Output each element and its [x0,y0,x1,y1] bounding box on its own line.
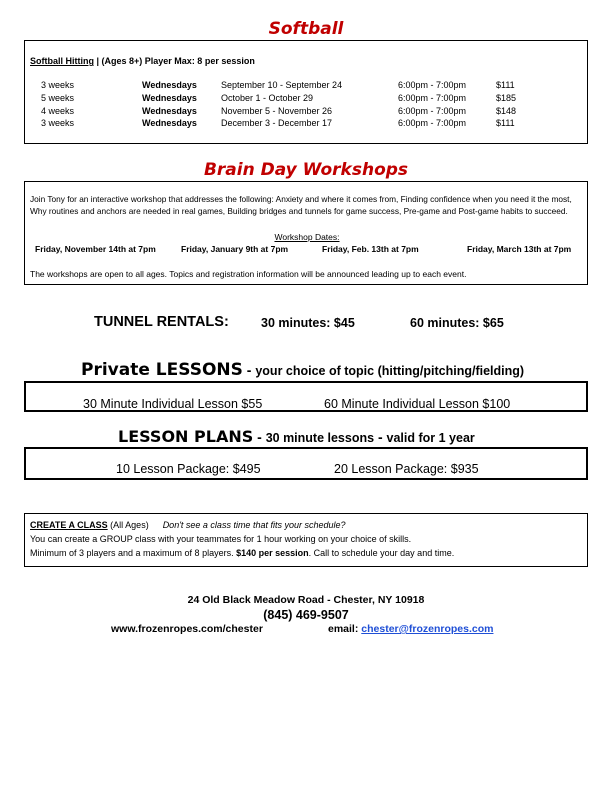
email-link[interactable]: chester@frozenropes.com [361,623,494,635]
plans-option-20: 20 Lesson Package: $935 [334,462,479,476]
softball-title: Softball [268,19,344,39]
row-price: $111 [496,118,515,128]
row-time: 6:00pm - 7:00pm [398,106,467,116]
brain-title: Brain Day Workshops [203,160,409,180]
create-class-line-2 [30,548,454,558]
private-title: Private LESSONS [81,360,243,380]
row-price: $185 [496,93,517,103]
workshop-date: Friday, January 9th at 7pm [181,244,289,254]
email-label: email: [328,623,362,635]
plans-subtitle-1: 30 minute lessons [265,431,375,445]
phone: (845) 469-9507 [263,608,349,622]
softball-box [24,40,588,144]
row-day: Wednesdays [142,118,197,128]
row-price: $148 [496,106,517,116]
row-duration: 5 weeks [41,93,75,103]
address: 24 Old Black Meadow Road - Chester, NY 10918 [187,594,425,606]
row-day: Wednesdays [142,93,197,103]
workshop-date: Friday, March 13th at 7pm [467,244,572,254]
workshop-date: Friday, Feb. 13th at 7pm [322,244,419,254]
workshop-date: Friday, November 14th at 7pm [35,244,156,254]
softball-heading [30,56,255,66]
plans-dash-1: - [253,429,266,445]
row-time: 6:00pm - 7:00pm [398,80,467,90]
plans-dash-2: - [374,429,387,445]
row-time: 6:00pm - 7:00pm [398,93,467,103]
tunnel-label: TUNNEL RENTALS: [94,314,229,330]
row-duration: 3 weeks [41,118,75,128]
row-day: Wednesdays [142,80,197,90]
private-dash: - [242,362,256,378]
row-day: Wednesdays [142,106,197,116]
create-class-label: CREATE A CLASS [30,520,108,530]
brain-footer: The workshops are open to all ages. Topics and registration information will be announced leading up to each event. [30,269,467,279]
tunnel-option-30: 30 minutes: $45 [261,316,355,330]
create-class-minmax: Minimum of 3 players and a maximum of 8 players. [30,548,237,558]
create-class-price: $140 per session [236,548,309,558]
row-duration: 4 weeks [41,106,75,116]
row-time: 6:00pm - 7:00pm [398,118,467,128]
row-dates: September 10 - September 24 [221,80,343,90]
plans-heading [118,427,475,447]
row-price: $111 [496,80,515,90]
private-heading [81,360,524,380]
row-duration: 3 weeks [41,80,75,90]
private-box [24,381,588,412]
create-class-call: . Call to schedule your day and time. [308,548,455,558]
row-dates: October 1 - October 29 [221,93,314,103]
workshop-dates-label: Workshop Dates: [274,232,340,242]
brain-box [24,181,588,285]
row-dates: December 3 - December 17 [221,118,333,128]
plans-subtitle-2: valid for 1 year [386,431,475,445]
brain-description: Join Tony for an interactive workshop that addresses the following: Anxiety and where it comes from, Finding confidence when you need it the most, Why routines and anchors are needed in real games, Building bridges and tunnels for game success, Pre-game and Post-game habits to succeed. [30,194,572,217]
email-line [328,623,493,635]
website-link[interactable]: www.frozenropes.com/chester [111,623,263,635]
create-class-ages: (All Ages) [107,520,149,530]
plans-option-10: 10 Lesson Package: $495 [116,462,261,476]
softball-heading-label: Softball Hitting [30,56,94,66]
row-dates: November 5 - November 26 [221,106,333,116]
create-class-box [24,513,588,567]
softball-heading-rest: | (Ages 8+) Player Max: 8 per session [94,56,255,66]
create-class-line-1: You can create a GROUP class with your teammates for 1 hour working on your choice of skills. [30,534,412,544]
private-option-60: 60 Minute Individual Lesson $100 [324,397,511,411]
private-option-30: 30 Minute Individual Lesson $55 [83,397,263,411]
create-class-tagline: Don't see a class time that fits your schedule? [162,520,346,530]
tunnel-option-60: 60 minutes: $65 [410,316,504,330]
create-class-header [30,520,346,530]
plans-box [24,447,588,480]
plans-title: LESSON PLANS [118,427,254,446]
private-subtitle: your choice of topic (hitting/pitching/fielding) [255,364,525,378]
